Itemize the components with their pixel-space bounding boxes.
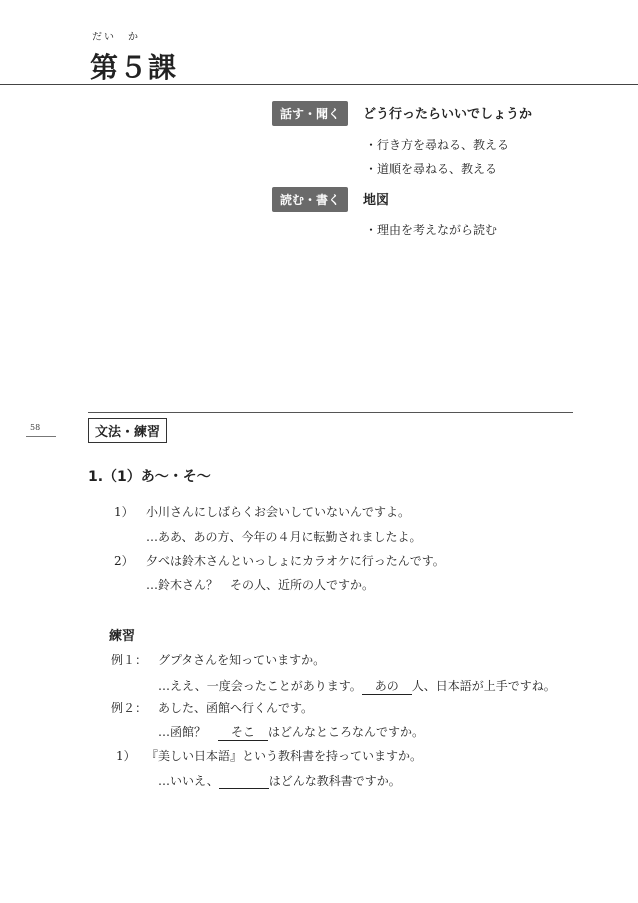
example-line: …鈴木さん？ その人、近所の人ですか。 [146,578,375,592]
practice-q1-line2 [158,772,401,789]
read-write-bullet-1: ・理由を考えながら読む [365,223,498,237]
answer-blank: あの [362,677,412,695]
practice-label: 練習 [109,629,136,644]
example-line: …ああ、あの方、今年の４月に転勤されましたよ。 [146,530,422,544]
line-text: …函館？ [158,725,207,739]
line-text: 人、日本語が上手ですね。 [411,679,556,693]
practice-q1-line1: 『美しい日本語』という教科書を持っていますか。 [146,749,423,763]
answer-blank: そこ [218,723,268,741]
answer-blank[interactable] [219,776,269,789]
page-number-rule [26,436,56,437]
grammar-practice-box: 文法・練習 [88,418,167,443]
example-number: 2） [114,554,134,568]
line-text: …いいえ、 [158,774,219,788]
section-rule [88,412,573,413]
speak-listen-bullet-2: ・道順を尋ねる、教える [365,162,498,176]
example-line: 夕べは鈴木さんといっしょにカラオケに行ったんです。 [146,554,445,568]
read-write-badge: 読む・書く [272,187,348,212]
read-write-heading: 地図 [363,193,390,208]
example-line: 小川さんにしばらくお会いしていないんですよ。 [146,505,411,519]
line-text: はどんな教科書ですか。 [268,774,401,788]
header-rule [0,84,638,85]
line-text: …ええ、一度会ったことがあります。 [158,679,362,693]
example-number: 1） [114,505,134,519]
speak-listen-badge: 話す・聞く [272,101,348,126]
speak-listen-heading: どう行ったらいいでしょうか [363,107,533,122]
page-number: 58 [30,423,41,432]
line-text: はどんなところなんですか。 [268,725,425,739]
practice-ex2-line2 [158,723,424,741]
practice-ex1-line1: グプタさんを知っていますか。 [158,653,326,667]
practice-ex1-number: 例１： [111,653,148,667]
practice-ex1-line2 [158,677,556,695]
practice-ex2-line1: あした、函館へ行くんです。 [158,701,314,715]
chapter-title: 第５課 [90,51,178,84]
practice-q1-number: 1） [116,749,136,763]
speak-listen-bullet-1: ・行き方を尋ねる、教える [365,138,510,152]
grammar-title: 1.（1）あ～・そ～ [88,469,211,485]
chapter-ruby: だい か [92,32,140,43]
practice-ex2-number: 例２： [111,701,148,715]
